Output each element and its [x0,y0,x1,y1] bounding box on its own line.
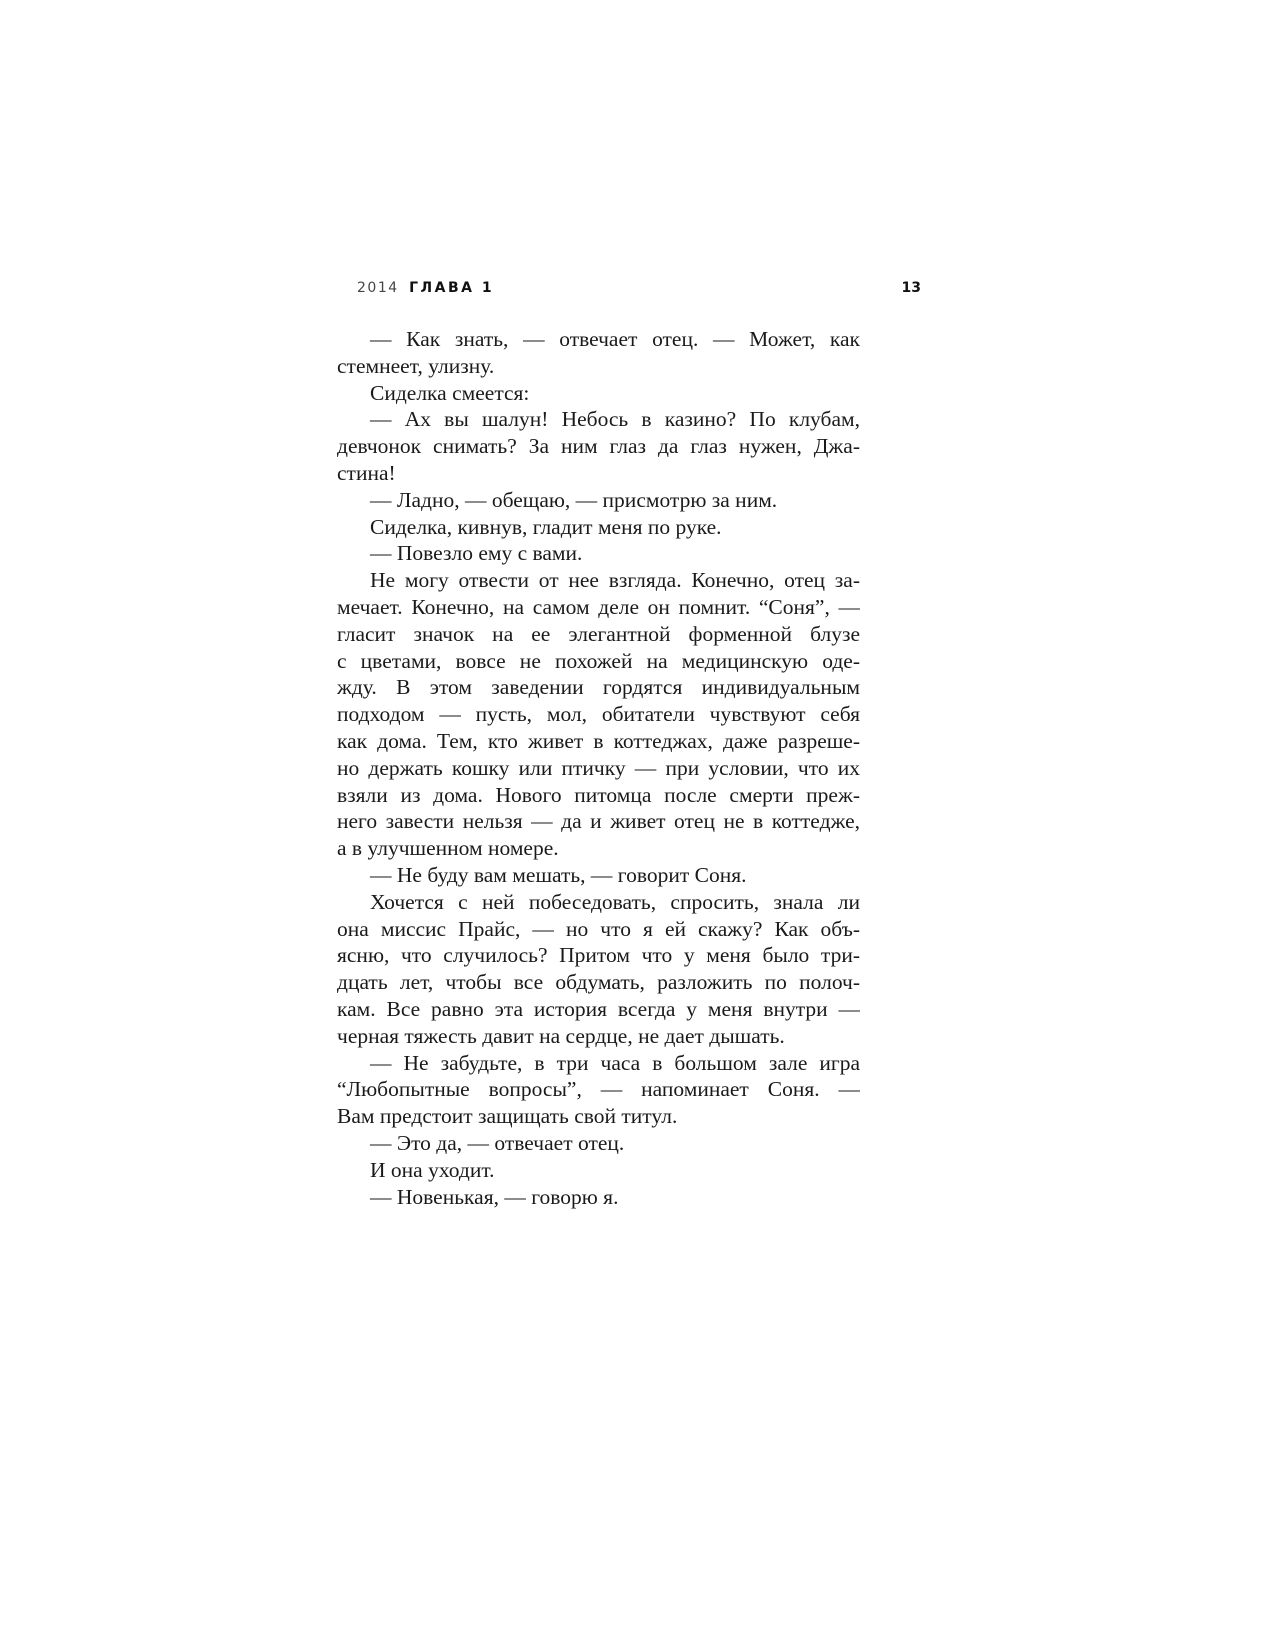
running-head [357,280,921,302]
body-text [337,326,860,1210]
text-line: девчонок снимать? За ним глаз да глаз нужен, Джа- [337,434,860,459]
text-line: — Новенькая, — говорю я. [370,1184,619,1209]
text-line: жду. В этом заведении гордятся индивидуальным [337,675,860,700]
text-line: она миссис Прайс, — но что я ей скажу? Как объ- [337,916,860,941]
text-line: гласит значок на ее элегантной форменной блузе [337,621,860,646]
text-line: мечает. Конечно, на самом деле он помнит. “Соня”, — [337,594,860,619]
running-head-chapter: ГЛАВА 1 [409,280,495,296]
text-line: дцать лет, чтобы все обдумать, разложить по полоч- [337,970,860,995]
text-line: “Любопытные вопросы”, — напоминает Соня. — [337,1077,860,1102]
text-line: — Ладно, — обещаю, — присмотрю за ним. [370,487,778,512]
text-line: Не могу отвести от нее взгляда. Конечно, отец за- [370,568,860,593]
text-line: стина! [337,460,396,485]
text-line: И она уходит. [370,1157,495,1182]
text-line: ясню, что случилось? Притом что у меня было три- [337,943,860,968]
text-line: черная тяжесть давит на сердце, не дает дышать. [337,1023,785,1048]
text-line: как дома. Тем, кто живет в коттеджах, даже разреше- [337,728,860,753]
text-line: с цветами, вовсе не похожей на медицинскую оде- [337,648,860,673]
text-line: кам. Все равно эта история всегда у меня внутри — [337,996,860,1021]
text-line: Сиделка, кивнув, гладит меня по руке. [370,514,722,539]
text-line: подходом — пусть, мол, обитатели чувствуют себя [337,702,860,727]
text-line: — Ах вы шалун! Небось в казино? По клубам, [370,407,860,432]
text-line: — Повезло ему с вами. [370,541,583,566]
text-line: — Это да, — отвечает отец. [370,1130,625,1155]
running-head-year: 2014 [357,280,399,296]
text-line: Сиделка смеется: [370,380,530,405]
text-line: него завести нельзя — да и живет отец не в коттедже, [337,809,860,834]
text-line: — Не буду вам мешать, — говорит Соня. [370,862,747,887]
text-line: — Не забудьте, в три часа в большом зале игра [370,1050,860,1075]
text-line: но держать кошку или птичку — при условии, что их [337,755,860,780]
text-line: Хочется с ней побеседовать, спросить, знала ли [370,889,860,914]
text-line: стемнеет, улизну. [337,353,495,378]
text-line: Вам предстоит защищать свой титул. [337,1104,678,1129]
text-line: а в улучшенном номере. [337,836,559,861]
text-line: — Как знать, — отвечает отец. — Может, как [370,327,860,351]
text-line: взяли из дома. Нового питомца после смерти преж- [337,782,860,807]
page-number: 13 [901,280,921,296]
